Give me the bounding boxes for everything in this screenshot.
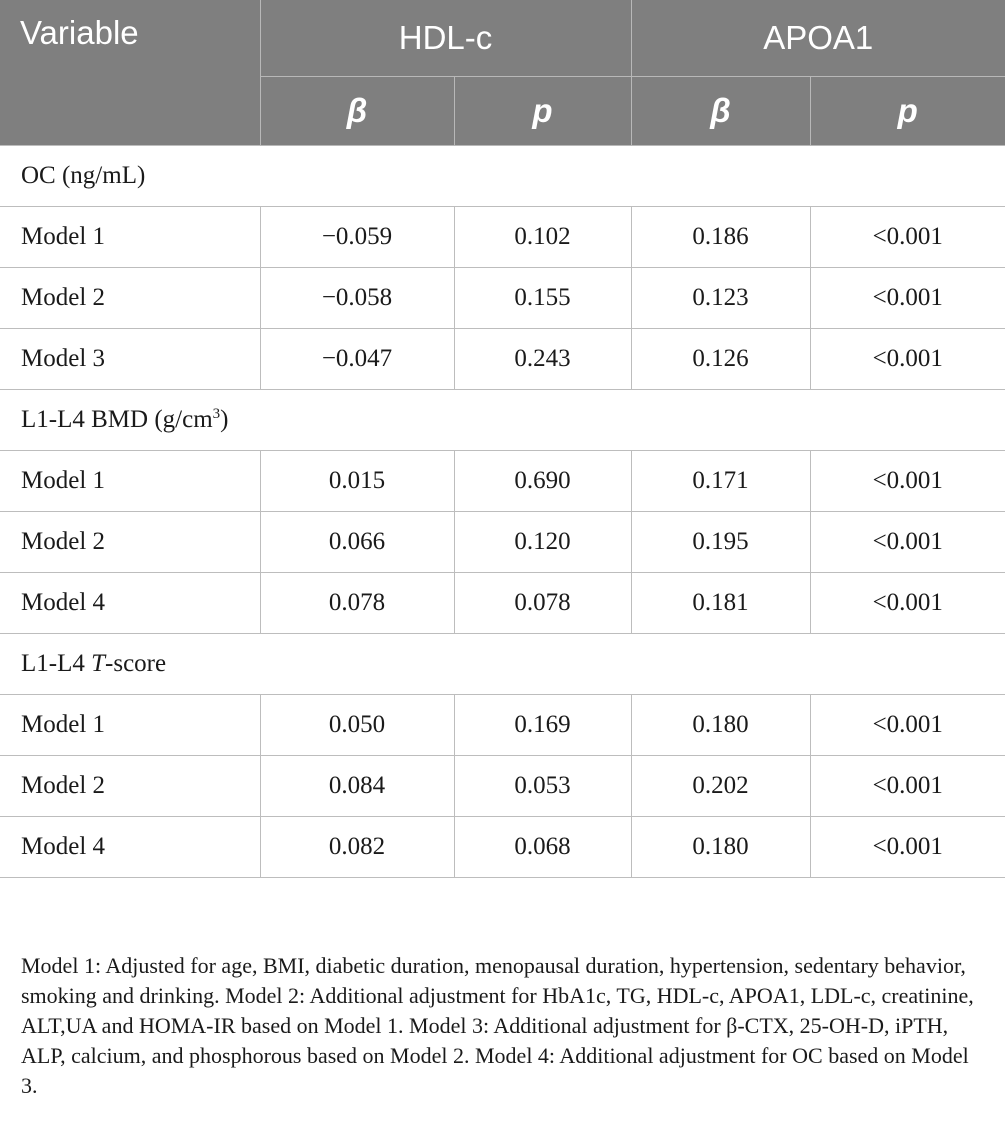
hdl-p-cell: 0.053 (454, 756, 631, 817)
table-footnote: Model 1: Adjusted for age, BMI, diabetic duration, menopausal duration, hypertension, sedentary behavior, smoking and drinking. Model 2: Additional adjustment for HbA1c, TG, HDL-c, APOA1, LDL-c, creatinine, ALT,UA and HOMA-IR based on Model 1. Model 3: Additional adjustment for β-CTX, 25-OH-D, iPTH, ALP, calcium, and phosphorous based on Model 2. Model 4: Additional adjustment for OC based on Model 3. (21, 953, 974, 1098)
section-title-tail: ) (220, 406, 229, 433)
row-label: Model 2 (0, 512, 260, 573)
hdl-beta-cell: 0.066 (260, 512, 454, 573)
row-label: Model 2 (0, 756, 260, 817)
apoa1-p-cell: <0.001 (810, 329, 1005, 390)
section-title (0, 146, 1005, 207)
apoa1-p-cell: <0.001 (810, 695, 1005, 756)
row-label: Model 2 (0, 268, 260, 329)
hdl-p-cell: 0.169 (454, 695, 631, 756)
section-title (0, 634, 1005, 695)
hdl-beta-cell: 0.084 (260, 756, 454, 817)
section-title-italic: T (91, 650, 106, 677)
section-title-superscript: 3 (212, 406, 221, 422)
section-row-oc (0, 146, 1005, 207)
row-label: Model 1 (0, 695, 260, 756)
table-row (0, 329, 1005, 390)
apoa1-beta-cell: 0.180 (631, 695, 810, 756)
header-apoa1-beta: β (631, 77, 810, 146)
apoa1-beta-cell: 0.195 (631, 512, 810, 573)
apoa1-p-cell: <0.001 (810, 573, 1005, 634)
apoa1-beta-cell: 0.186 (631, 207, 810, 268)
hdl-beta-cell: 0.078 (260, 573, 454, 634)
apoa1-beta-cell: 0.126 (631, 329, 810, 390)
apoa1-p-cell: <0.001 (810, 512, 1005, 573)
row-label: Model 3 (0, 329, 260, 390)
table-row (0, 207, 1005, 268)
table-row (0, 756, 1005, 817)
table-row (0, 512, 1005, 573)
section-title-text: L1-L4 (21, 650, 92, 677)
hdl-p-cell: 0.120 (454, 512, 631, 573)
section-title-text: L1-L4 BMD (g/cm (21, 406, 213, 433)
table-row (0, 695, 1005, 756)
row-label: Model 1 (0, 207, 260, 268)
table-row (0, 817, 1005, 878)
section-row-bmd (0, 390, 1005, 451)
apoa1-beta-cell: 0.123 (631, 268, 810, 329)
table-row (0, 268, 1005, 329)
hdl-p-cell: 0.243 (454, 329, 631, 390)
apoa1-beta-cell: 0.171 (631, 451, 810, 512)
section-title-text: OC (ng/mL) (21, 162, 146, 189)
header-hdl-c: HDL-c (260, 0, 631, 77)
hdl-beta-cell: −0.059 (260, 207, 454, 268)
apoa1-beta-cell: 0.202 (631, 756, 810, 817)
hdl-beta-cell: −0.058 (260, 268, 454, 329)
hdl-beta-cell: −0.047 (260, 329, 454, 390)
apoa1-p-cell: <0.001 (810, 268, 1005, 329)
section-title-tail: -score (105, 650, 167, 677)
row-label: Model 4 (0, 573, 260, 634)
row-label: Model 4 (0, 817, 260, 878)
header-hdl-beta: β (260, 77, 454, 146)
hdl-beta-cell: 0.050 (260, 695, 454, 756)
apoa1-p-cell: <0.001 (810, 207, 1005, 268)
hdl-p-cell: 0.690 (454, 451, 631, 512)
section-title (0, 390, 1005, 451)
row-label: Model 1 (0, 451, 260, 512)
header-apoa1-p: p (810, 77, 1005, 146)
hdl-p-cell: 0.155 (454, 268, 631, 329)
hdl-beta-cell: 0.015 (260, 451, 454, 512)
header-row-groups (0, 0, 1005, 77)
hdl-p-cell: 0.102 (454, 207, 631, 268)
hdl-p-cell: 0.068 (454, 817, 631, 878)
header-hdl-p: p (454, 77, 631, 146)
table-row (0, 573, 1005, 634)
hdl-p-cell: 0.078 (454, 573, 631, 634)
hdl-beta-cell: 0.082 (260, 817, 454, 878)
apoa1-p-cell: <0.001 (810, 451, 1005, 512)
section-row-tscore (0, 634, 1005, 695)
apoa1-p-cell: <0.001 (810, 817, 1005, 878)
header-variable: Variable (0, 0, 260, 146)
apoa1-beta-cell: 0.181 (631, 573, 810, 634)
apoa1-p-cell: <0.001 (810, 756, 1005, 817)
table-row (0, 451, 1005, 512)
header-apoa1: APOA1 (631, 0, 1005, 77)
apoa1-beta-cell: 0.180 (631, 817, 810, 878)
